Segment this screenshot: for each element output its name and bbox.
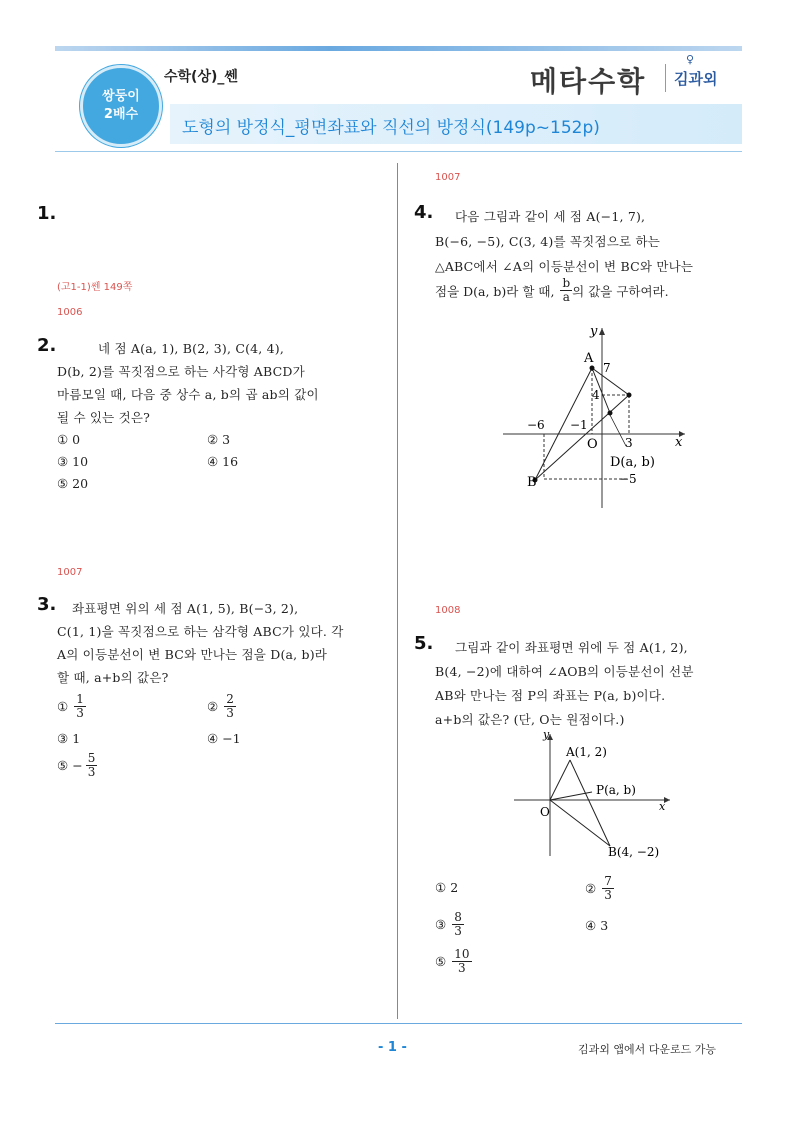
question-5-text-line: B(4, −2)에 대하여 ∠AOB의 이등분선이 선분 (435, 664, 694, 679)
tick-label: 4 (592, 388, 600, 402)
question-3-option-5[interactable] (57, 752, 97, 779)
question-5-code: 1008 (435, 605, 461, 616)
question-4-code: 1007 (435, 172, 461, 183)
option-fraction (602, 875, 614, 902)
question-2-option-2[interactable]: ② 3 (207, 432, 231, 447)
tick-label: −5 (619, 472, 637, 486)
page-number: - 1 - (378, 1040, 407, 1055)
question-5-option-3[interactable] (435, 911, 464, 938)
badge-line1: 쌍둥이 (102, 89, 140, 104)
option-fraction (452, 911, 464, 938)
question-3-text-line: 좌표평면 위의 세 점 A(1, 5), B(−3, 2), (72, 601, 299, 616)
fraction-denominator: 3 (226, 706, 234, 720)
level-badge (80, 65, 162, 147)
question-3-option-3[interactable] (57, 731, 80, 746)
question-2-option-1[interactable]: ① 0 (57, 432, 81, 447)
fraction-numerator: 7 (604, 874, 612, 888)
option-fraction (86, 752, 98, 779)
y-axis-label: y (590, 324, 598, 339)
question-2-option-5[interactable]: ⑤ 20 (57, 476, 89, 491)
question-3-code: 1007 (57, 567, 83, 578)
fraction-numerator: 8 (454, 910, 462, 924)
brand-logo: 메타수학 (530, 65, 647, 98)
question-3-option-4[interactable] (207, 731, 241, 746)
header-divider (55, 151, 742, 152)
segment-oa (550, 760, 570, 800)
angle-bisector (550, 792, 592, 800)
tick-label: −1 (570, 418, 588, 432)
option-fraction (452, 948, 471, 975)
point-a-label: A (584, 351, 594, 366)
question-4-text-line: △ABC에서 ∠A의 이등분선이 변 BC와 만나는 (435, 259, 694, 274)
fraction-denominator: 3 (454, 924, 462, 938)
question-2-option-4[interactable]: ④ 16 (207, 454, 239, 469)
fraction-denominator: a (562, 290, 570, 304)
option-value: −1 (222, 731, 241, 746)
question-5-option-5[interactable] (435, 948, 472, 975)
option-mark: ④ (207, 731, 219, 746)
point-d (608, 411, 613, 416)
tick-label: −6 (527, 418, 545, 432)
footer-divider (55, 1023, 742, 1024)
question-5-option-4[interactable] (585, 918, 608, 933)
question-3-text-line: A의 이등분선이 변 BC와 만나는 점을 D(a, b)라 (57, 647, 328, 662)
question-2-number: 2. (37, 335, 57, 356)
question-2-text-line: 네 점 A(a, 1), B(2, 3), C(4, 4), (98, 341, 285, 356)
origin-label: O (540, 805, 550, 819)
y-axis-label: y (543, 728, 550, 741)
label-pointer (610, 415, 626, 446)
question-3-option-1[interactable] (57, 693, 86, 720)
question-2-text-line: 마름모일 때, 다음 중 상수 a, b의 곱 ab의 값이 (57, 387, 319, 402)
question-5-text-line: AB와 만나는 점 P의 좌표는 P(a, b)이다. (435, 688, 666, 703)
header-top-bar (55, 46, 742, 51)
option-mark: ④ (585, 918, 597, 933)
question-4-number: 4. (414, 202, 434, 223)
question-3-text-line: C(1, 1)을 꼭짓점으로 하는 삼각형 ABC가 있다. 각 (57, 624, 344, 639)
question-3-number: 3. (37, 594, 57, 615)
option-mark: ② (585, 881, 597, 896)
option-mark: ③ (57, 731, 69, 746)
question-2-code: 1006 (57, 307, 83, 318)
option-mark: ⑤ (57, 758, 69, 773)
point-a (590, 366, 595, 371)
question-4-text-line (435, 277, 669, 304)
question-2-option-3[interactable]: ③ 10 (57, 454, 89, 469)
option-value: 3 (600, 918, 609, 933)
fraction-numerator: 5 (87, 751, 96, 765)
sub-logo: 김과외 (674, 70, 718, 88)
question-5-option-2[interactable] (585, 875, 614, 902)
point-d-label: D(a, b) (610, 455, 655, 470)
fraction-denominator: 3 (604, 888, 612, 902)
option-mark: ② (207, 699, 219, 714)
column-divider (397, 163, 398, 1019)
question-1-source: (고1-1)쎈 149쪽 (57, 282, 133, 293)
segment-ob (550, 800, 610, 846)
question-2-text-line: 될 수 있는 것은? (57, 410, 151, 425)
text-segment: 점을 D(a, b)라 할 때, (435, 283, 555, 299)
option-fraction (224, 693, 236, 720)
question-3-text-line: 할 때, a+b의 값은? (57, 670, 169, 685)
tick-label: 7 (603, 361, 611, 375)
question-5-text-line: 그림과 같이 좌표평면 위에 두 점 A(1, 2), (455, 640, 688, 655)
option-mark: ① (435, 880, 447, 895)
fraction-numerator: 2 (226, 692, 234, 706)
y-axis-arrow (599, 328, 605, 335)
person-icon: ♀ (686, 53, 695, 66)
question-4-text-line: 다음 그림과 같이 세 점 A(−1, 7), (455, 209, 646, 224)
question-3-option-2[interactable] (207, 693, 236, 720)
fraction-numerator: 10 (454, 947, 470, 961)
fraction-numerator: 1 (76, 692, 84, 706)
option-mark: ⑤ (435, 954, 447, 969)
segment-ab (570, 760, 610, 846)
origin-label: O (587, 437, 598, 452)
option-value: 2 (450, 880, 459, 895)
x-axis-label: x (659, 800, 666, 813)
question-5-text-line: a+b의 값은? (단, O는 원점이다.) (435, 712, 625, 727)
option-sign: − (72, 758, 83, 773)
fraction-denominator: 3 (458, 961, 466, 975)
fraction-numerator: b (562, 276, 571, 290)
point-c (627, 393, 632, 398)
badge-line2: 2배수 (103, 107, 139, 122)
option-mark: ③ (435, 917, 447, 932)
option-fraction (74, 693, 86, 720)
book-title: 수학(상)_쎈 (164, 69, 238, 85)
tick-label: 3 (625, 436, 633, 450)
option-value: 1 (72, 731, 81, 746)
fraction-denominator: 3 (87, 765, 96, 779)
question-5-number: 5. (414, 633, 434, 654)
question-4-text-line: B(−6, −5), C(3, 4)를 꼭짓점으로 하는 (435, 234, 661, 249)
download-note: 김과외 앱에서 다운로드 가능 (578, 1043, 717, 1056)
ratio-fraction (560, 277, 572, 304)
x-axis-label: x (675, 435, 683, 450)
question-1-number: 1. (37, 203, 57, 224)
question-5-option-1[interactable] (435, 880, 458, 895)
fraction-denominator: 3 (76, 706, 84, 720)
logo-divider (665, 64, 666, 92)
question-4-figure (495, 318, 695, 513)
option-mark: ① (57, 699, 69, 714)
point-b-label: B(4, −2) (608, 845, 660, 859)
point-p-label: P(a, b) (596, 783, 636, 797)
point-b-label: B (527, 475, 537, 490)
text-segment: 의 값을 구하여라. (572, 283, 669, 299)
chapter-title: 도형의 방정식_평면좌표와 직선의 방정식(149p~152p) (182, 118, 600, 138)
question-5-figure (510, 728, 685, 863)
question-2-text-line: D(b, 2)를 꼭짓점으로 하는 사각형 ABCD가 (57, 364, 305, 379)
point-a-label: A(1, 2) (566, 745, 607, 759)
